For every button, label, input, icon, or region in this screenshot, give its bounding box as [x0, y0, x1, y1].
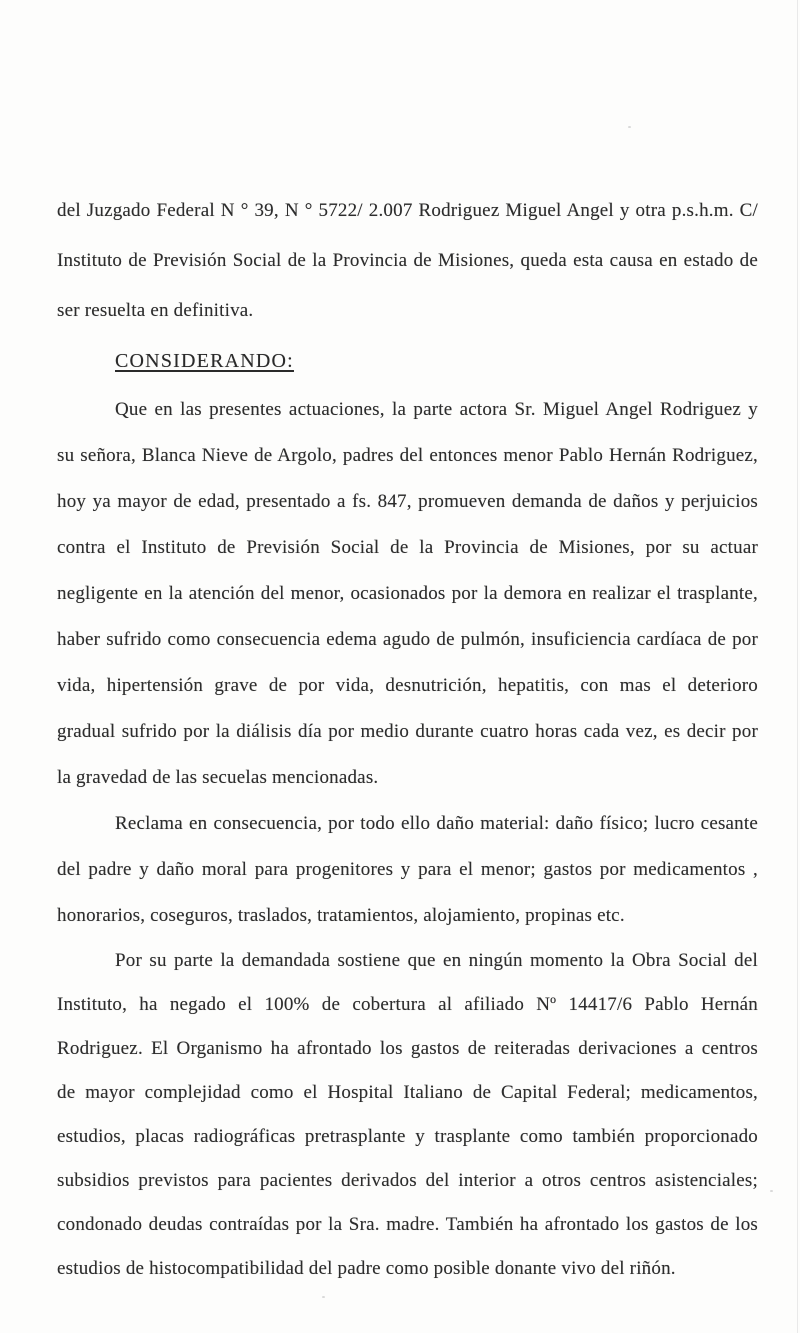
section-heading: [57, 336, 758, 387]
text-line: gradual sufrido por la diálisis día por medio durante cuatro horas cada vez, es decir por: [57, 721, 758, 742]
paragraph: [57, 186, 758, 336]
text-line: Instituto, ha negado el 100% de cobertura al afiliado Nº 14417/6 Pablo Hernán: [57, 994, 758, 1015]
text-line: Instituto de Previsión Social de la Provincia de Misiones, queda esta causa en estado de: [57, 250, 758, 271]
document-page: [57, 186, 758, 1291]
text-line: Por su parte la demandada sostiene que en ningún momento la Obra Social del: [115, 950, 758, 971]
paragraph: [57, 939, 758, 1291]
section-heading-text: CONSIDERANDO:: [115, 350, 294, 372]
text-line: contra el Instituto de Previsión Social de la Provincia de Misiones, por su actuar: [57, 537, 758, 558]
text-line: condonado deudas contraídas por la Sra. madre. También ha afrontado los gastos de los: [57, 1214, 758, 1235]
paragraph: [57, 387, 758, 801]
scan-speck: [770, 1190, 773, 1192]
text-line: estudios, placas radiográficas pretrasplante y trasplante como también proporcionado: [57, 1126, 758, 1147]
text-line: subsidios previstos para pacientes derivados del interior a otros centros asistenciales;: [57, 1170, 758, 1191]
text-line: hoy ya mayor de edad, presentado a fs. 847, promueven demanda de daños y perjuicios: [57, 491, 758, 512]
text-line: honorarios, coseguros, traslados, tratamientos, alojamiento, propinas etc.: [57, 905, 625, 926]
text-line: del padre y daño moral para progenitores y para el menor; gastos por medicamentos ,: [57, 859, 758, 880]
scan-speck: [322, 1296, 325, 1298]
text-line: del Juzgado Federal N ° 39, N ° 5722/ 2.007 Rodriguez Miguel Angel y otra p.s.h.m. C/: [57, 200, 758, 221]
text-line: estudios de histocompatibilidad del padre como posible donante vivo del riñón.: [57, 1258, 676, 1279]
text-line: haber sufrido como consecuencia edema agudo de pulmón, insuficiencia cardíaca de por: [57, 629, 758, 650]
scan-speck: [628, 126, 631, 128]
text-line: negligente en la atención del menor, ocasionados por la demora en realizar el trasplante,: [57, 583, 758, 604]
text-line: ser resuelta en definitiva.: [57, 300, 254, 321]
text-line: Rodriguez. El Organismo ha afrontado los gastos de reiteradas derivaciones a centros: [57, 1038, 758, 1059]
text-line: de mayor complejidad como el Hospital Italiano de Capital Federal; medicamentos,: [57, 1082, 758, 1103]
paragraph: [57, 801, 758, 939]
text-line: Que en las presentes actuaciones, la parte actora Sr. Miguel Angel Rodriguez y: [115, 399, 758, 420]
text-line: vida, hipertensión grave de por vida, desnutrición, hepatitis, con mas el deterioro: [57, 675, 758, 696]
text-line: su señora, Blanca Nieve de Argolo, padres del entonces menor Pablo Hernán Rodriguez,: [57, 445, 758, 466]
scan-edge-artifact: [797, 0, 798, 1333]
text-line: la gravedad de las secuelas mencionadas.: [57, 767, 379, 788]
text-line: Reclama en consecuencia, por todo ello daño material: daño físico; lucro cesante: [115, 813, 758, 834]
